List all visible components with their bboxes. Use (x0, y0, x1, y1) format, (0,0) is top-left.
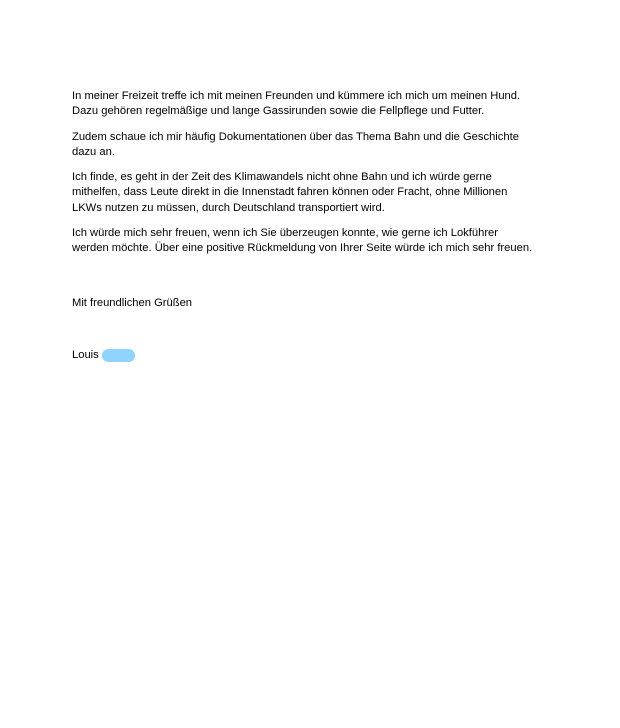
text-line: mithelfen, dass Leute direkt in die Innenstadt fahren können oder Fracht, ohne Millionen (72, 186, 508, 199)
closing-phrase: Mit freundlichen Grüßen (72, 297, 193, 309)
letter-body (72, 89, 562, 267)
paragraph-motivation (72, 170, 562, 216)
paragraph-conclusion (72, 226, 562, 257)
text-line: Dazu gehören regelmäßige und lange Gassirunden sowie die Fellpflege und Futter. (72, 105, 485, 118)
signature (72, 348, 135, 363)
text-line: In meiner Freizeit treffe ich mit meinen Freunden und kümmere ich mich um meinen Hund. (72, 90, 521, 102)
signature-first-name: Louis (72, 349, 99, 361)
text-line: Ich würde mich sehr freuen, wenn ich Sie überzeugen konnte, wie gerne ich Lokführer (72, 227, 498, 240)
text-line: LKWs nutzen zu müssen, durch Deutschland transportiert wird. (72, 201, 385, 214)
text-line: Ich finde, es geht in der Zeit des Klimawandels nicht ohne Bahn und ich würde gerne (72, 171, 492, 184)
text-line: werden möchte. Über eine positive Rückmeldung von Ihrer Seite würde ich mich sehr freuen. (72, 242, 533, 255)
paragraph-hobbies (72, 89, 562, 120)
text-line: dazu an. (72, 145, 115, 158)
paragraph-documentaries (72, 130, 562, 161)
redaction-mark (102, 349, 135, 362)
text-line: Zudem schaue ich mir häufig Dokumentationen über das Thema Bahn und die Geschichte (72, 130, 519, 143)
